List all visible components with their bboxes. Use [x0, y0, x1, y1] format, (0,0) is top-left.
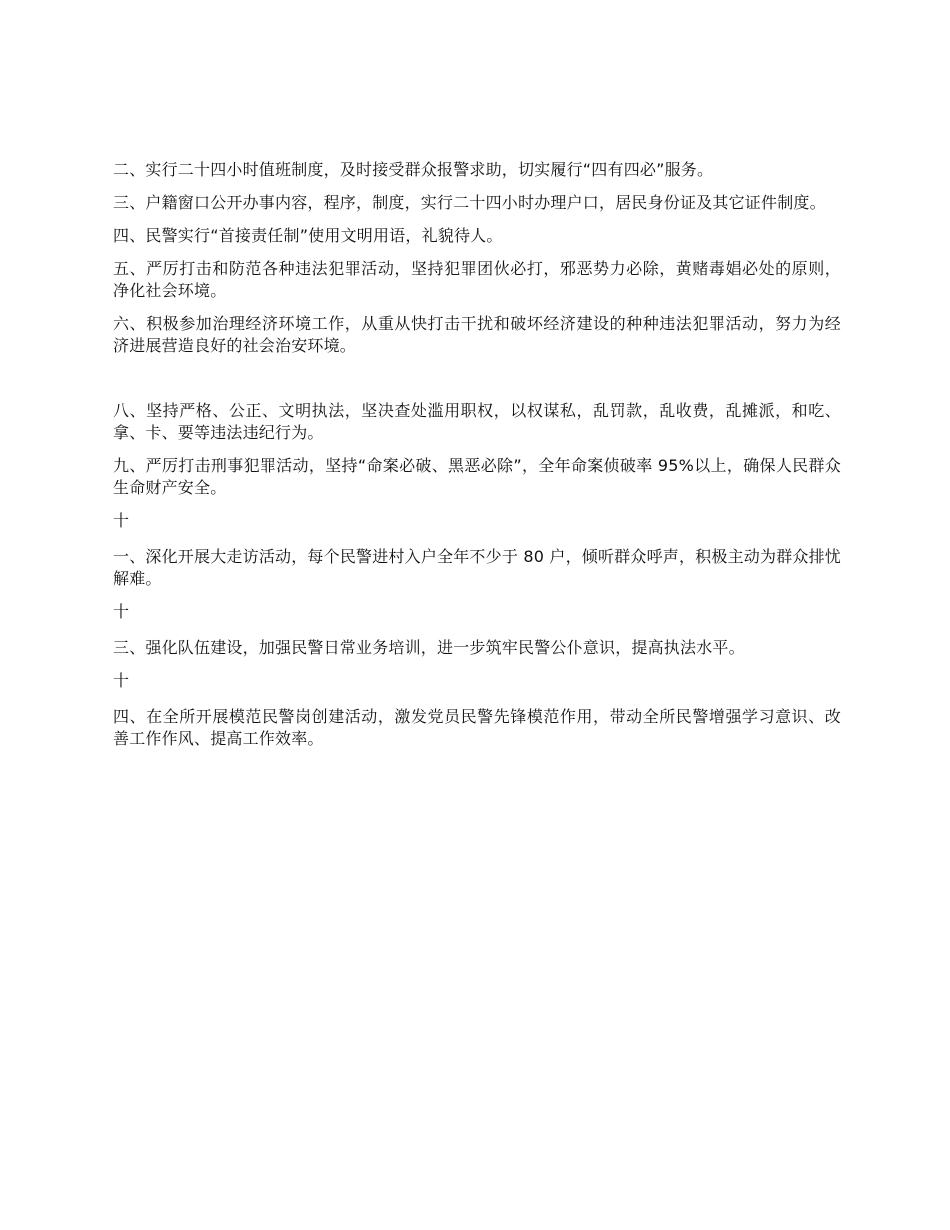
- paragraph-item-14-prefix: 十: [113, 671, 130, 690]
- paragraph-item-5: 五、严厉打击和防范各种违法犯罪活动，坚持犯罪团伙必打，邪恶势力必除，黄赌毒娼必处的原则，净化社会环境。: [113, 259, 841, 300]
- paragraph-item-4: 四、民警实行“首接责任制”使用文明用语，礼貌待人。: [113, 226, 503, 245]
- paragraph-item-14: 四、在全所开展模范民警岗创建活动，激发党员民警先锋模范作用，带动全所民警增强学习意识、改善工作作风、提高工作效率。: [113, 707, 841, 748]
- paragraph-item-9: 九、严厉打击刑事犯罪活动，坚持“命案必破、黑恶必除”，全年命案侦破率 95%以上，确保人民群众生命财产安全。: [113, 456, 841, 497]
- paragraph-item-13: 三、强化队伍建设，加强民警日常业务培训，进一步筑牢民警公仆意识，提高执法水平。: [113, 638, 745, 657]
- paragraph-item-6: 六、积极参加治理经济环境工作，从重从快打击干扰和破坏经济建设的种种违法犯罪活动，努力为经济进展营造良好的社会治安环境。: [113, 314, 841, 355]
- paragraph-gap: [113, 368, 841, 400]
- document-body: [113, 159, 841, 761]
- paragraph-item-12-prefix: 十: [113, 602, 130, 621]
- paragraph-item-2: 二、实行二十四小时值班制度，及时接受群众报警求助，切实履行“四有四必”服务。: [113, 160, 714, 179]
- paragraph-item-8: 八、坚持严格、公正、文明执法，坚决查处滥用职权，以权谋私，乱罚款，乱收费，乱摊派，和吃、拿、卡、要等违法违纪行为。: [113, 401, 841, 442]
- paragraph-item-3: 三、户籍窗口公开办事内容，程序，制度，实行二十四小时办理户口，居民身份证及其它证件制度。: [113, 193, 826, 212]
- paragraph-item-10-prefix: 十: [113, 511, 130, 530]
- paragraph-item-11: 一、深化开展大走访活动，每个民警进村入户全年不少于 80 户，倾听群众呼声，积极主动为群众排忧解难。: [113, 547, 841, 588]
